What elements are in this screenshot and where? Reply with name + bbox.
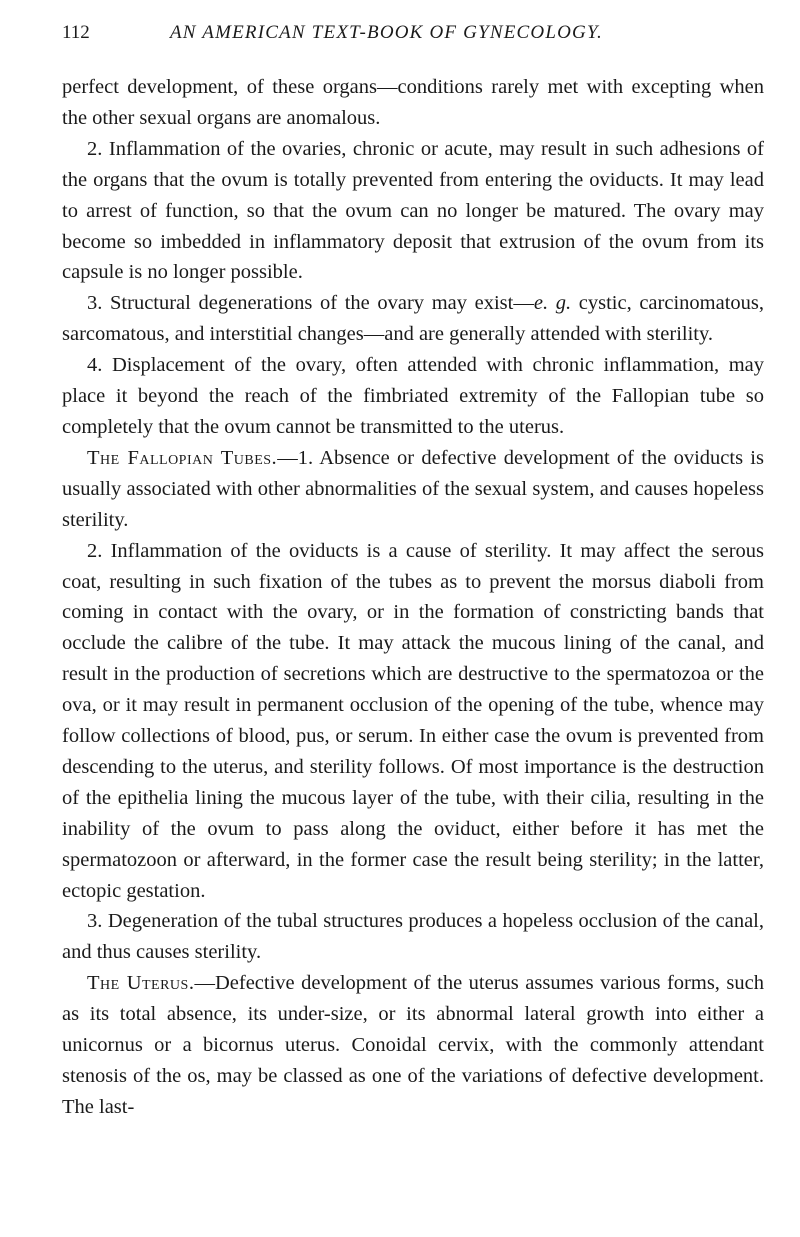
section-uterus (62, 968, 764, 1123)
page-number: 112 (62, 22, 90, 43)
paragraph-oviduct-inflammation (62, 536, 764, 907)
paragraph-text: 2. Inflammation of the oviducts is a cause of sterility. It may affect the serous coat, resulting in such fixation of the tubes as to prevent the morsus diaboli from coming in contact with the ovary, or in the formation of constricting bands that occlude the calibre of the tube. It may attack the mucous lining of the canal, and result in the production of secretions which are destructive to the spermatozoa or the ova, or it may result in permanent occlusion of the opening of the tube, whence may follow collections of blood, pus, or serum. In either case the ovum is prevented from descending to the uterus, and sterility follows. Of most importance is the destruction of the epithelia lining the mucous layer of the tube, with their cilia, resulting in the inability of the ovum to pass along the oviduct, either before it has met the spermatozoon or afterward, in the former case the result being sterility; in the latter, ectopic gestation. (62, 539, 764, 902)
paragraph-text: 3. Degeneration of the tubal structures produces a hopeless occlusion of the canal, and thus causes sterility. (62, 910, 764, 964)
paragraph-text: —1. Absence or defective development of the oviducts is usually associated with other abnormalities of the sexual system, and causes hopeless sterility. (62, 446, 764, 531)
section-heading: The Uterus. (87, 972, 195, 995)
book-page (62, 22, 764, 1123)
paragraph-tubal-degeneration (62, 906, 764, 968)
paragraph-text: —Defective development of the uterus assumes various forms, such as its total absence, its under-size, or its abnormal lateral growth into either a unicornus or a bicornus uterus. Conoidal cervix, with the commonly attendant stenosis of the os, may be classed as one of the variations of defective development. The last- (62, 972, 764, 1118)
paragraph-ovary-degenerations (62, 288, 764, 350)
paragraph-text: perfect development, of these organs—conditions rarely met with excepting when the other sexual organs are anomalous. (62, 76, 764, 129)
paragraph-text: cystic, carcinomatous, sarcomatous, and interstitial changes—and are generally attended with sterility. (62, 292, 764, 346)
running-head (62, 22, 764, 52)
paragraph-continuation (62, 72, 764, 134)
paragraph-text: 3. Structural degenerations of the ovary may exist— (87, 292, 534, 315)
paragraph-text: 4. Displacement of the ovary, often attended with chronic inflammation, may place it beyond the reach of the fimbriated extremity of the Fallopian tube so completely that the ovum cannot be transmitted to the uterus. (62, 354, 764, 438)
body-text (62, 72, 764, 1123)
paragraph-ovary-inflammation (62, 134, 764, 289)
paragraph-ovary-displacement (62, 350, 764, 443)
section-heading: The Fallopian Tubes. (87, 446, 278, 469)
section-fallopian-tubes (62, 443, 764, 536)
abbreviation-eg: e. g. (533, 292, 572, 315)
running-title: AN AMERICAN TEXT-BOOK OF GYNECOLOGY. (170, 22, 603, 43)
paragraph-text: 2. Inflammation of the ovaries, chronic or acute, may result in such adhesions of the organs that the ovum is totally prevented from entering the oviducts. It may lead to arrest of function, so that the ovum can no longer be matured. The ovary may become so imbedded in inflammatory deposit that extrusion of the ovum from its capsule is no longer possible. (62, 137, 764, 284)
